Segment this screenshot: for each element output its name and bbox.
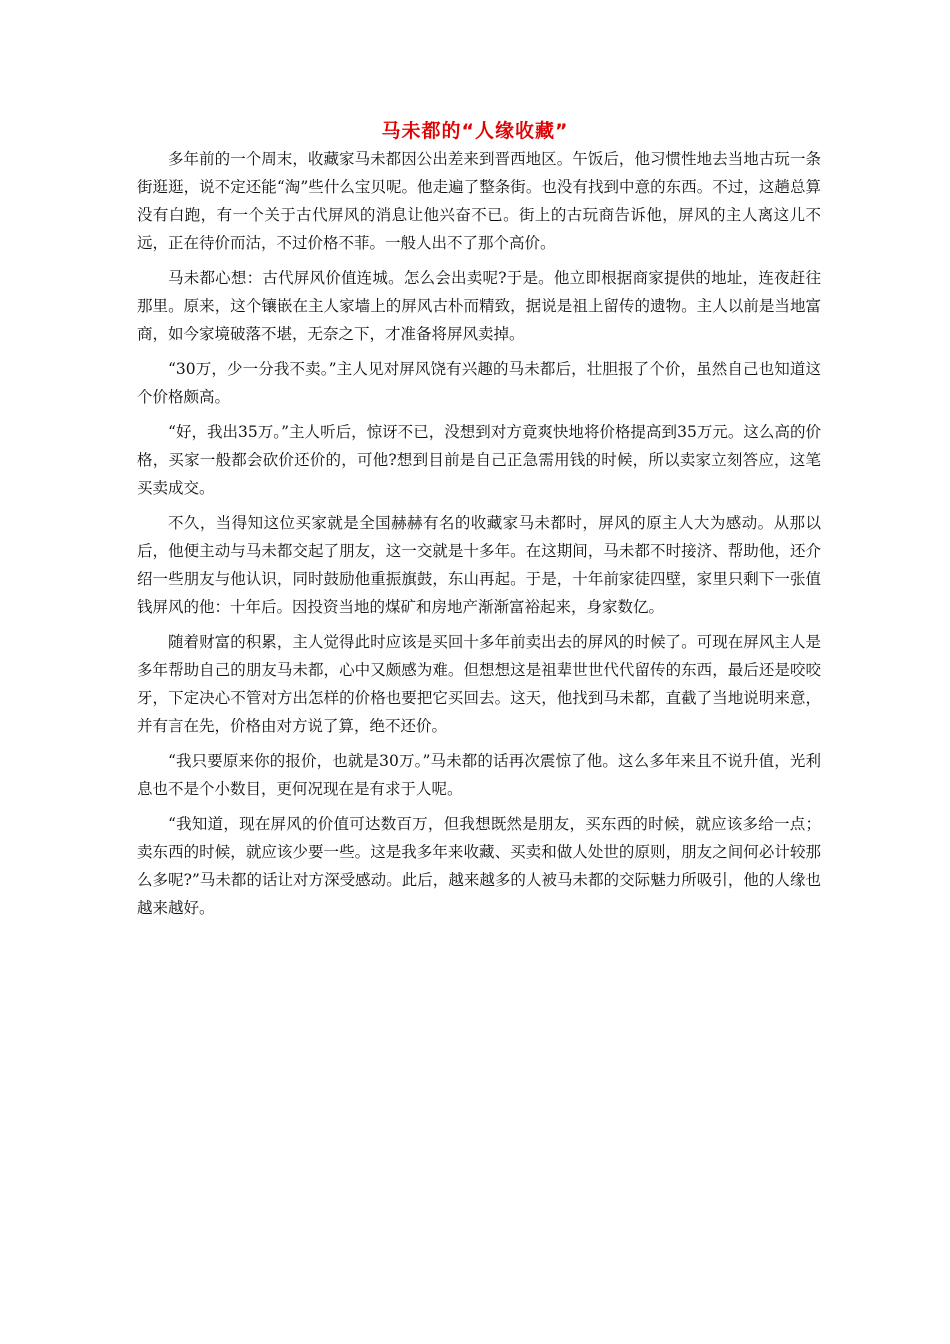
paragraph-7: “我只要原来你的报价，也就是30万。”马未都的话再次震惊了他。这么多年来且不说升值，光利息也不是个小数目，更何况现在是有求于人呢。 [137,752,821,798]
paragraph-5: 不久，当得知这位买家就是全国赫赫有名的收藏家马未都时，屏风的原主人大为感动。从那以后，他便主动与马未都交起了朋友，这一交就是十多年。在这期间，马未都不时接济、帮助他，还介绍一些朋友与他认识，同时鼓励他重振旗鼓，东山再起。于是，十年前家徒四壁，家里只剩下一张值钱屏风的他：十年后。因投资当地的煤矿和房地产渐渐富裕起来，身家数亿。 [137,514,821,616]
paragraph-2: 马未都心想：古代屏风价值连城。怎么会出卖呢?于是。他立即根据商家提供的地址，连夜赶往那里。原来，这个镶嵌在主人家墙上的屏风古朴而精致，据说是祖上留传的遗物。主人以前是当地富商，如今家境破落不堪，无奈之下，才准备将屏风卖掉。 [137,269,821,343]
paragraph-1: 多年前的一个周末，收藏家马未都因公出差来到晋西地区。午饭后，他习惯性地去当地古玩一条街逛逛，说不定还能“淘”些什么宝贝呢。他走遍了整条街。也没有找到中意的东西。不过，这趟总算没有白跑，有一个关于古代屏风的消息让他兴奋不已。街上的古玩商告诉他，屏风的主人离这儿不远，正在待价而沽，不过价格不菲。一般人出不了那个高价。 [137,150,821,252]
article-body [137,145,821,929]
paragraph-8: “我知道，现在屏风的价值可达数百万，但我想既然是朋友，买东西的时候，就应该多给一点；卖东西的时候，就应该少要一些。这是我多年来收藏、买卖和做人处世的原则，朋友之间何必计较那么多呢?”马未都的话让对方深受感动。此后，越来越多的人被马未都的交际魅力所吸引，他的人缘也越来越好。 [137,815,821,917]
paragraph-3: “30万，少一分我不卖。”主人见对屏风饶有兴趣的马未都后，壮胆报了个价，虽然自己也知道这个价格颇高。 [137,360,821,406]
paragraph-6: 随着财富的积累，主人觉得此时应该是买回十多年前卖出去的屏风的时候了。可现在屏风主人是多年帮助自己的朋友马未都，心中又颇感为难。但想想这是祖辈世世代代留传的东西，最后还是咬咬牙，下定决心不管对方出怎样的价格也要把它买回去。这天，他找到马未都，直截了当地说明来意，并有言在先，价格由对方说了算，绝不还价。 [137,633,821,735]
article-title: 马未都的“人缘收藏” [381,120,569,142]
paragraph-4: “好，我出35万。”主人听后，惊讶不已，没想到对方竟爽快地将价格提高到35万元。这么高的价格，买家一般都会砍价还价的，可他?想到目前是自己正急需用钱的时候，所以卖家立刻答应，这笔买卖成交。 [137,423,821,497]
